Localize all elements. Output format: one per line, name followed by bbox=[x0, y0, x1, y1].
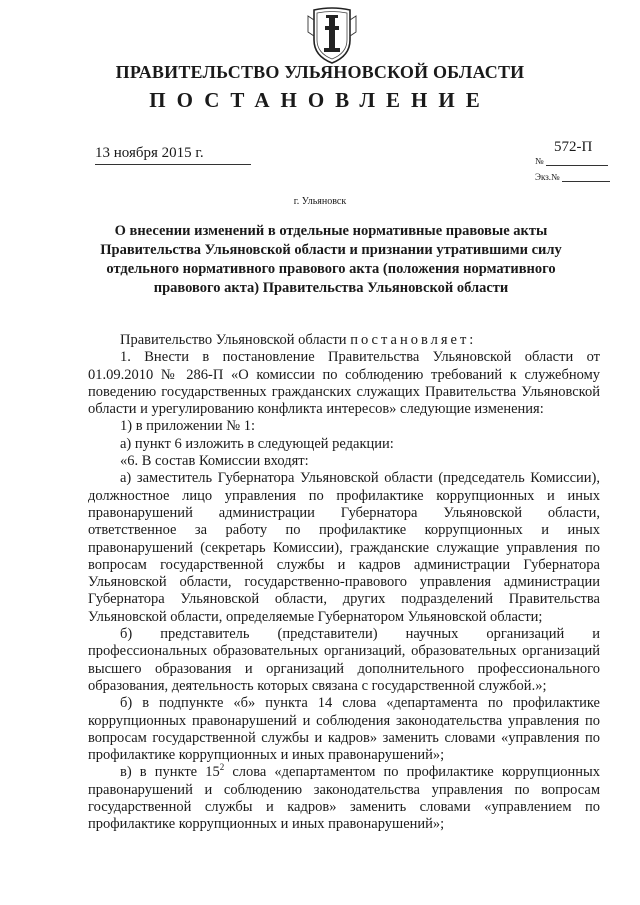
intro-paragraph bbox=[88, 332, 600, 349]
paragraph-7: б) в подпункте «б» пункта 14 слова «департамента по профилактике коррупционных правонарушений и соблюдения законодательства управления по вопросам государственной службы и кадров» заменить словами «управления по профилактике коррупционных и иных правонарушений»; bbox=[88, 695, 600, 764]
paragraph-8-end: слова «департаментом по профилактике коррупционных правонарушений и соблюдению законодательства управления по вопросам государственной службы и кадров» заменить словами «управлением по профилактике коррупционных и иных правонарушений»; bbox=[88, 764, 600, 833]
paragraph-8-superscript: 2 bbox=[219, 762, 225, 773]
document-body bbox=[88, 332, 600, 834]
copy-field bbox=[535, 172, 610, 182]
paragraph-8 bbox=[88, 764, 600, 833]
paragraph-8-start: в) в пункте 15 bbox=[120, 764, 220, 781]
document-date: 13 ноября 2015 г. bbox=[95, 145, 204, 161]
date-underline bbox=[95, 164, 251, 165]
document-subject: О внесении изменений в отдельные нормативные правовые акты Правительства Ульяновской области и признании утратившими силу отдельного нормативного правового акта (положения нормативного правового акта) Правительства Ульяновской области bbox=[100, 223, 562, 296]
paragraph-4: «6. В состав Комиссии входят: bbox=[120, 453, 309, 470]
number-underline bbox=[546, 165, 608, 166]
date-block bbox=[95, 145, 204, 162]
paragraph-5: а) заместитель Губернатора Ульяновской области (председатель Комиссии), должностное лицо управления по профилактике коррупционных и иных правонарушений администрации Губернатора Ульяновской области, ответственное за работу по профилактике коррупционных и иных правонарушений (секретарь Комиссии), гражданские служащие управления по вопросам государственной службы и кадров администрации Губернатора Ульяновской области, государственно-правового управления администрации Губернатора Ульяновской области, других подразделений Правительства Ульяновской области, определяемые Губернатором Ульяновской области; bbox=[88, 470, 600, 625]
copy-label: Экз.№ bbox=[535, 172, 560, 182]
paragraph-6: б) представитель (представители) научных организаций и профессиональных образовательных организаций, образовательных организаций высшего образования и организаций дополнительного профессионального образования, деятельность которых связана с государственной службой.»; bbox=[88, 626, 600, 694]
paragraph-3: а) пункт 6 изложить в следующей редакции: bbox=[120, 435, 394, 452]
paragraph-1: 1. Внести в постановление Правительства Ульяновской области от 01.09.2010 № 286-П «О комиссии по соблюдению требований к служебному поведению государственных гражданских служащих Правительства Ульяновской области и урегулированию конфликта интересов» следующие изменения: bbox=[88, 349, 600, 418]
coat-of-arms-icon bbox=[306, 6, 358, 66]
government-title: ПРАВИТЕЛЬСТВО УЛЬЯНОВСКОЙ ОБЛАСТИ bbox=[115, 62, 525, 82]
number-label: № bbox=[535, 156, 544, 166]
paragraph-2: 1) в приложении № 1: bbox=[120, 418, 255, 435]
document-number: 572-П bbox=[554, 139, 593, 155]
document-type-title: ПОСТАНОВЛЕНИЕ bbox=[149, 88, 491, 112]
copy-underline bbox=[562, 181, 610, 182]
city-label: г. Ульяновск bbox=[293, 196, 347, 207]
number-field bbox=[535, 156, 608, 166]
intro-lead: Правительство Ульяновской области bbox=[120, 332, 351, 348]
intro-decree-word: постановляет: bbox=[350, 332, 477, 348]
